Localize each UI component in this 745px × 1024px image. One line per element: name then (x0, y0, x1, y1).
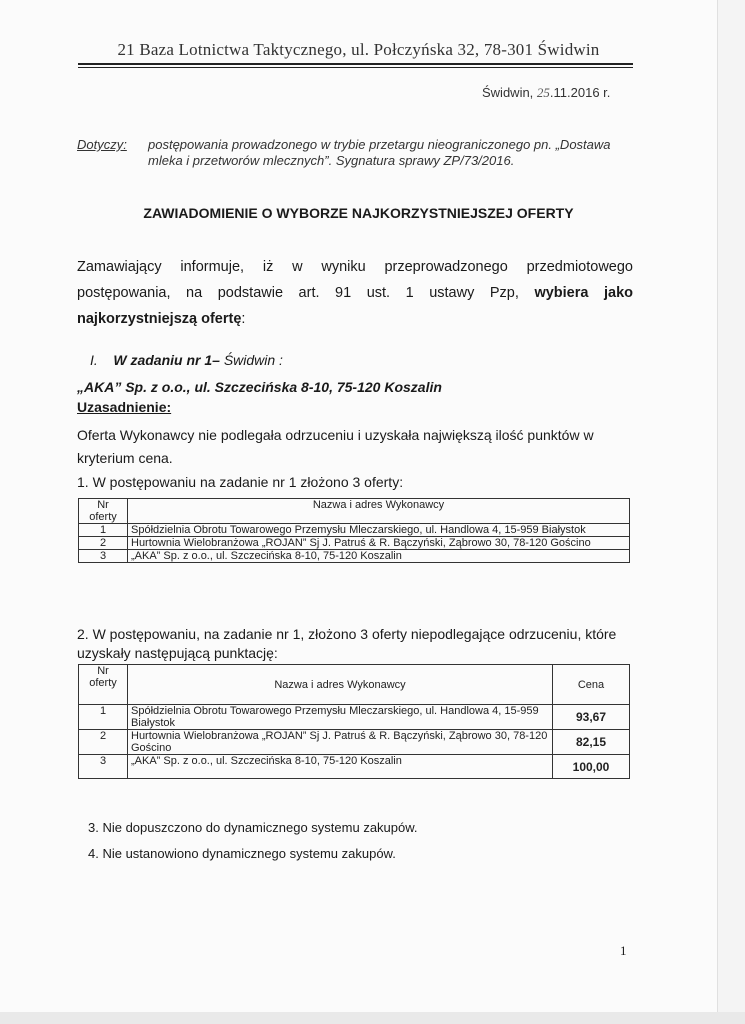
table-row (79, 730, 630, 755)
table-row (79, 705, 630, 730)
task-place: Świdwin : (223, 352, 283, 368)
page-number: 1 (620, 943, 627, 958)
column-header-nr: Nr oferty (79, 665, 128, 705)
table-row (79, 537, 630, 550)
scoring-table (78, 664, 630, 779)
cell-name: Spółdzielnia Obrotu Towarowego Przemysłu Mleczarskiego, ul. Handlowa 4, 15-959 Białystok (128, 524, 630, 537)
date-handwritten-day: 25 (536, 85, 550, 100)
table-row (79, 524, 630, 537)
cell-nr: 2 (79, 537, 128, 550)
intro-paragraph (77, 254, 633, 332)
document-date (482, 85, 610, 101)
date-suffix: .11.2016 r. (549, 85, 611, 100)
header-rule (78, 63, 633, 65)
offers-table (78, 498, 630, 563)
point-2: 2. W postępowaniu, na zadanie nr 1, złożono 3 oferty niepodlegające odrzuceniu, które uzyskały następującą punktację: (77, 626, 617, 661)
page-edge (717, 0, 745, 1024)
page-bottom-edge (0, 1012, 745, 1024)
cell-nr: 2 (79, 730, 128, 755)
cell-name: „AKA” Sp. z o.o., ul. Szczecińska 8-10, 75-120 Koszalin (128, 755, 553, 779)
cell-price: 100,00 (553, 755, 630, 779)
justification-label: Uzasadnienie: (77, 399, 172, 415)
task-label: W zadaniu nr 1– (113, 352, 220, 368)
column-header-price: Cena (553, 665, 630, 705)
table-header-row (79, 499, 630, 524)
table-header-row (79, 665, 630, 705)
column-header-nr: Nr oferty (79, 499, 128, 524)
cell-nr: 1 (79, 705, 128, 730)
date-prefix: Świdwin, (482, 85, 534, 100)
cell-name: Hurtownia Wielobranżowa „ROJAN” Sj J. Patruś & R. Bączyński, Ząbrowo 30, 78-120 Gościno (128, 537, 630, 550)
point-3: 3. Nie dopuszczono do dynamicznego systemu zakupów. (88, 820, 418, 835)
cell-nr: 3 (79, 550, 128, 563)
cell-name: Spółdzielnia Obrotu Towarowego Przemysłu Mleczarskiego, ul. Handlowa 4, 15-959 Białystok (128, 705, 553, 730)
intro-text: Zamawiający informuje, iż w wyniku przeprowadzonego przedmiotowego postępowania, na podstawie art. 91 ust. 1 ustawy Pzp, (77, 259, 633, 301)
point-1: 1. W postępowaniu na zadanie nr 1 złożono 3 oferty: (77, 474, 404, 490)
task-heading (90, 352, 283, 368)
cell-name: „AKA” Sp. z o.o., ul. Szczecińska 8-10, 75-120 Koszalin (128, 550, 630, 563)
cell-nr: 1 (79, 524, 128, 537)
intro-end: : (241, 311, 246, 327)
cell-nr: 3 (79, 755, 128, 779)
document-title: ZAWIADOMIENIE O WYBORZE NAJKORZYSTNIEJSZEJ OFERTY (143, 205, 574, 221)
table-row (79, 755, 630, 779)
cell-price: 93,67 (553, 705, 630, 730)
subject-label: Dotyczy: (77, 137, 127, 152)
task-number: I. (90, 352, 98, 368)
column-header-name: Nazwa i adres Wykonawcy (128, 499, 630, 524)
header-rule-thin (78, 67, 633, 68)
point-4: 4. Nie ustanowiono dynamicznego systemu zakupów. (88, 846, 396, 861)
table-row (79, 550, 630, 563)
cell-price: 82,15 (553, 730, 630, 755)
justification-text: Oferta Wykonawcy nie podlegała odrzuceniu i uzyskała największą ilość punktów w kryterium cena. (77, 427, 594, 466)
cell-name: Hurtownia Wielobranżowa „ROJAN” Sj J. Patruś & R. Bączyński, Ząbrowo 30, 78-120 Gościno (128, 730, 553, 755)
column-header-name: Nazwa i adres Wykonawcy (128, 665, 553, 705)
subject-text: postępowania prowadzonego w trybie przetargu nieograniczonego pn. „Dostawa mleka i przetworów mlecznych”. Sygnatura sprawy ZP/73/2016. (148, 137, 611, 168)
letterhead-address: 21 Baza Lotnictwa Taktycznego, ul. Połczyńska 32, 78-301 Świdwin (117, 40, 600, 59)
intro-bold: wybiera jako najkorzystniejszą ofertę (77, 285, 634, 327)
winning-bidder: „AKA” Sp. z o.o., ul. Szczecińska 8-10, 75-120 Koszalin (77, 379, 442, 395)
